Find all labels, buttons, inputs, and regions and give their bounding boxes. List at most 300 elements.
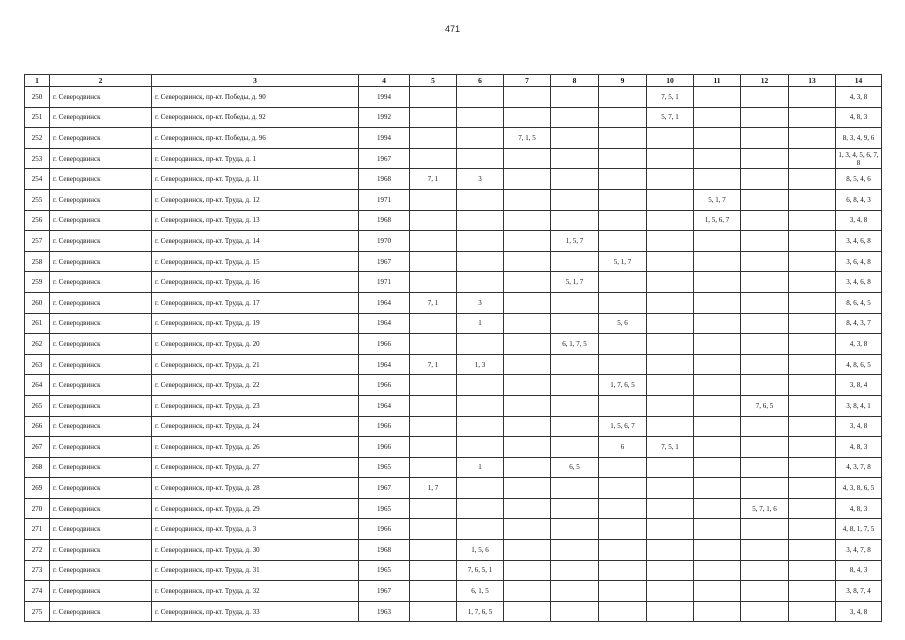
table-cell-col-9 [599, 107, 647, 128]
table-cell-col-3: г. Северодвинск, пр-кт. Труда, д. 12 [152, 189, 359, 210]
table-cell-col-1: 266 [25, 416, 50, 437]
table-cell-col-3: г. Северодвинск, пр-кт. Труда, д. 1 [152, 148, 359, 169]
table-cell-col-10: 7, 5, 1 [647, 437, 694, 458]
table-cell-col-5 [410, 540, 457, 561]
table-cell-col-1: 250 [25, 87, 50, 108]
table-cell-col-13 [789, 560, 836, 581]
table-cell-col-5 [410, 581, 457, 602]
table-cell-col-9 [599, 128, 647, 149]
table-cell-col-13 [789, 581, 836, 602]
table-cell-col-5 [410, 457, 457, 478]
table-cell-col-5: 7, 1 [410, 354, 457, 375]
table-cell-col-12 [741, 581, 789, 602]
table-cell-col-10 [647, 272, 694, 293]
table-row [25, 189, 882, 210]
table-cell-col-7 [504, 375, 551, 396]
table-cell-col-4: 1967 [359, 478, 410, 499]
table-cell-col-4: 1966 [359, 375, 410, 396]
table-cell-col-8 [551, 375, 599, 396]
table-cell-col-14: 3, 8, 4, 1 [836, 395, 882, 416]
table-cell-col-3: г. Северодвинск, пр-кт. Труда, д. 31 [152, 560, 359, 581]
table-row [25, 540, 882, 561]
table-cell-col-12 [741, 148, 789, 169]
table-cell-col-7 [504, 457, 551, 478]
table-cell-col-12 [741, 375, 789, 396]
table-cell-col-6: 1 [457, 313, 504, 334]
table-cell-col-2: г. Северодвинск [50, 107, 152, 128]
table-cell-col-9 [599, 498, 647, 519]
table-cell-col-5 [410, 272, 457, 293]
table-cell-col-10 [647, 354, 694, 375]
table-cell-col-2: г. Северодвинск [50, 581, 152, 602]
table-cell-col-11 [694, 272, 741, 293]
table-cell-col-9 [599, 87, 647, 108]
table-cell-col-7 [504, 601, 551, 622]
table-cell-col-7 [504, 540, 551, 561]
table-cell-col-7 [504, 313, 551, 334]
table-cell-col-1: 260 [25, 292, 50, 313]
table-cell-col-2: г. Северодвинск [50, 540, 152, 561]
table-row [25, 375, 882, 396]
table-cell-col-13 [789, 540, 836, 561]
table-cell-col-2: г. Северодвинск [50, 498, 152, 519]
table-row [25, 128, 882, 149]
table-cell-col-11 [694, 128, 741, 149]
table-cell-col-13 [789, 272, 836, 293]
table-cell-col-9 [599, 395, 647, 416]
table-cell-col-1: 271 [25, 519, 50, 540]
table-cell-col-9 [599, 189, 647, 210]
table-cell-col-10 [647, 231, 694, 252]
table-cell-col-4: 1966 [359, 416, 410, 437]
table-cell-col-14: 3, 4, 8 [836, 416, 882, 437]
table-cell-col-9 [599, 210, 647, 231]
table-cell-col-8 [551, 313, 599, 334]
table-cell-col-3: г. Северодвинск, пр-кт. Труда, д. 19 [152, 313, 359, 334]
table-cell-col-7 [504, 395, 551, 416]
table-cell-col-8 [551, 169, 599, 190]
table-cell-col-10 [647, 189, 694, 210]
table-cell-col-1: 259 [25, 272, 50, 293]
table-cell-col-9 [599, 519, 647, 540]
table-cell-col-1: 251 [25, 107, 50, 128]
table-cell-col-3: г. Северодвинск, пр-кт. Труда, д. 20 [152, 334, 359, 355]
table-row [25, 519, 882, 540]
table-cell-col-10 [647, 416, 694, 437]
table-cell-col-6 [457, 148, 504, 169]
column-header-4: 4 [359, 75, 410, 87]
table-cell-col-10 [647, 334, 694, 355]
table-body [25, 87, 882, 622]
table-cell-col-12 [741, 128, 789, 149]
table-cell-col-11 [694, 519, 741, 540]
table-cell-col-1: 264 [25, 375, 50, 396]
table-cell-col-12 [741, 478, 789, 499]
table-cell-col-6 [457, 334, 504, 355]
table-cell-col-9: 5, 6 [599, 313, 647, 334]
table-cell-col-12 [741, 313, 789, 334]
table-cell-col-4: 1967 [359, 581, 410, 602]
table-cell-col-11 [694, 251, 741, 272]
table-cell-col-1: 274 [25, 581, 50, 602]
table-cell-col-4: 1965 [359, 498, 410, 519]
table-cell-col-2: г. Северодвинск [50, 478, 152, 499]
table-cell-col-7 [504, 292, 551, 313]
table-row [25, 478, 882, 499]
table-cell-col-13 [789, 437, 836, 458]
table-cell-col-10 [647, 251, 694, 272]
table-row [25, 251, 882, 272]
table-row [25, 581, 882, 602]
table-cell-col-6 [457, 375, 504, 396]
table-cell-col-7 [504, 169, 551, 190]
table-row [25, 437, 882, 458]
table-cell-col-2: г. Северодвинск [50, 148, 152, 169]
table-cell-col-12 [741, 251, 789, 272]
table-cell-col-3: г. Северодвинск, пр-кт. Труда, д. 24 [152, 416, 359, 437]
table-cell-col-13 [789, 313, 836, 334]
table-cell-col-10 [647, 519, 694, 540]
table-cell-col-14: 8, 6, 4, 5 [836, 292, 882, 313]
table-cell-col-9 [599, 272, 647, 293]
table-cell-col-12 [741, 189, 789, 210]
table-cell-col-6 [457, 395, 504, 416]
table-cell-col-11 [694, 148, 741, 169]
table-cell-col-1: 268 [25, 457, 50, 478]
table-cell-col-10 [647, 478, 694, 499]
table-cell-col-11 [694, 313, 741, 334]
table-cell-col-1: 275 [25, 601, 50, 622]
table-cell-col-12 [741, 292, 789, 313]
table-cell-col-6 [457, 189, 504, 210]
table-cell-col-10 [647, 540, 694, 561]
table-cell-col-8 [551, 395, 599, 416]
table-cell-col-3: г. Северодвинск, пр-кт. Труда, д. 32 [152, 581, 359, 602]
table-cell-col-8: 6, 5 [551, 457, 599, 478]
table-cell-col-11 [694, 354, 741, 375]
table-cell-col-6: 6, 1, 5 [457, 581, 504, 602]
table-cell-col-4: 1967 [359, 251, 410, 272]
table-cell-col-11 [694, 437, 741, 458]
table-cell-col-13 [789, 478, 836, 499]
table-cell-col-12 [741, 334, 789, 355]
table-cell-col-3: г. Северодвинск, пр-кт. Труда, д. 26 [152, 437, 359, 458]
table-cell-col-6 [457, 498, 504, 519]
table-cell-col-8: 1, 5, 7 [551, 231, 599, 252]
table-cell-col-5 [410, 128, 457, 149]
table-cell-col-5 [410, 87, 457, 108]
table-cell-col-14: 3, 4, 6, 8 [836, 272, 882, 293]
table-cell-col-4: 1970 [359, 231, 410, 252]
table-row [25, 313, 882, 334]
table-cell-col-4: 1965 [359, 560, 410, 581]
table-row [25, 210, 882, 231]
table-cell-col-5 [410, 210, 457, 231]
table-cell-col-10 [647, 560, 694, 581]
table-cell-col-8 [551, 437, 599, 458]
table-cell-col-12 [741, 437, 789, 458]
table-row [25, 354, 882, 375]
table-cell-col-2: г. Северодвинск [50, 375, 152, 396]
table-cell-col-2: г. Северодвинск [50, 272, 152, 293]
table-cell-col-14: 4, 3, 7, 8 [836, 457, 882, 478]
table-cell-col-14: 4, 3, 8 [836, 87, 882, 108]
table-cell-col-4: 1968 [359, 169, 410, 190]
table-cell-col-8 [551, 498, 599, 519]
table-cell-col-11: 1, 5, 6, 7 [694, 210, 741, 231]
table-cell-col-9 [599, 334, 647, 355]
table-cell-col-3: г. Северодвинск, пр-кт. Труда, д. 11 [152, 169, 359, 190]
table-cell-col-14: 8, 4, 3 [836, 560, 882, 581]
table-cell-col-3: г. Северодвинск, пр-кт. Труда, д. 21 [152, 354, 359, 375]
table-cell-col-6: 1 [457, 457, 504, 478]
table-cell-col-3: г. Северодвинск, пр-кт. Труда, д. 33 [152, 601, 359, 622]
table-cell-col-12: 7, 6, 5 [741, 395, 789, 416]
table-cell-col-11 [694, 375, 741, 396]
table-cell-col-7 [504, 231, 551, 252]
table-cell-col-7 [504, 251, 551, 272]
table-cell-col-11 [694, 87, 741, 108]
table-cell-col-13 [789, 519, 836, 540]
table-cell-col-8 [551, 581, 599, 602]
table-cell-col-11 [694, 169, 741, 190]
table-cell-col-8 [551, 540, 599, 561]
table-row [25, 560, 882, 581]
table-cell-col-13 [789, 251, 836, 272]
table-cell-col-8 [551, 107, 599, 128]
table-cell-col-7 [504, 210, 551, 231]
table-cell-col-1: 256 [25, 210, 50, 231]
table-cell-col-3: г. Северодвинск, пр-кт. Труда, д. 3 [152, 519, 359, 540]
table-cell-col-5 [410, 231, 457, 252]
table-cell-col-8 [551, 560, 599, 581]
table-cell-col-8 [551, 251, 599, 272]
table-cell-col-6 [457, 478, 504, 499]
table-cell-col-7 [504, 416, 551, 437]
table-cell-col-5 [410, 437, 457, 458]
table-cell-col-3: г. Северодвинск, пр-кт. Победы, д. 90 [152, 87, 359, 108]
table-cell-col-8 [551, 519, 599, 540]
table-cell-col-14: 8, 5, 4, 6 [836, 169, 882, 190]
table-cell-col-5 [410, 334, 457, 355]
table-cell-col-3: г. Северодвинск, пр-кт. Труда, д. 16 [152, 272, 359, 293]
table-row [25, 498, 882, 519]
table-cell-col-12 [741, 169, 789, 190]
table-cell-col-5 [410, 313, 457, 334]
column-header-14: 14 [836, 75, 882, 87]
table-cell-col-6 [457, 437, 504, 458]
column-header-9: 9 [599, 75, 647, 87]
table-cell-col-13 [789, 210, 836, 231]
table-cell-col-6 [457, 87, 504, 108]
table-cell-col-7: 7, 1, 5 [504, 128, 551, 149]
table-cell-col-2: г. Северодвинск [50, 189, 152, 210]
table-cell-col-7 [504, 437, 551, 458]
table-cell-col-11 [694, 581, 741, 602]
table-cell-col-2: г. Северодвинск [50, 87, 152, 108]
table-cell-col-1: 272 [25, 540, 50, 561]
column-header-12: 12 [741, 75, 789, 87]
table-row [25, 457, 882, 478]
table-row [25, 395, 882, 416]
column-header-7: 7 [504, 75, 551, 87]
table-cell-col-10 [647, 210, 694, 231]
table-cell-col-11 [694, 457, 741, 478]
table-row [25, 169, 882, 190]
table-cell-col-2: г. Северодвинск [50, 169, 152, 190]
table-cell-col-12 [741, 210, 789, 231]
table-cell-col-5 [410, 560, 457, 581]
table-cell-col-9 [599, 560, 647, 581]
table-cell-col-2: г. Северодвинск [50, 519, 152, 540]
table-cell-col-11 [694, 416, 741, 437]
table-cell-col-5 [410, 251, 457, 272]
table-cell-col-8 [551, 354, 599, 375]
table-cell-col-12 [741, 540, 789, 561]
table-cell-col-9 [599, 478, 647, 499]
table-cell-col-10 [647, 498, 694, 519]
table-cell-col-6: 1, 5, 6 [457, 540, 504, 561]
table-cell-col-13 [789, 375, 836, 396]
table-cell-col-8 [551, 87, 599, 108]
table-cell-col-4: 1967 [359, 148, 410, 169]
table-cell-col-12 [741, 519, 789, 540]
table-cell-col-6 [457, 128, 504, 149]
table-cell-col-13 [789, 334, 836, 355]
table-cell-col-8: 5, 1, 7 [551, 272, 599, 293]
table-cell-col-1: 254 [25, 169, 50, 190]
table-cell-col-1: 273 [25, 560, 50, 581]
table-cell-col-8 [551, 210, 599, 231]
table-cell-col-7 [504, 272, 551, 293]
table-cell-col-7 [504, 519, 551, 540]
table-cell-col-12 [741, 354, 789, 375]
table-cell-col-13 [789, 169, 836, 190]
table-cell-col-13 [789, 395, 836, 416]
table-cell-col-11 [694, 107, 741, 128]
table-cell-col-8 [551, 292, 599, 313]
table-cell-col-11 [694, 601, 741, 622]
table-cell-col-14: 3, 4, 6, 8 [836, 231, 882, 252]
table-cell-col-6 [457, 272, 504, 293]
table-cell-col-6: 1, 7, 6, 5 [457, 601, 504, 622]
column-header-1: 1 [25, 75, 50, 87]
table-cell-col-12 [741, 272, 789, 293]
table-cell-col-5 [410, 416, 457, 437]
table-cell-col-7 [504, 560, 551, 581]
table-cell-col-13 [789, 189, 836, 210]
table-cell-col-13 [789, 416, 836, 437]
table-cell-col-8 [551, 478, 599, 499]
table-cell-col-9: 1, 5, 6, 7 [599, 416, 647, 437]
table-cell-col-10 [647, 128, 694, 149]
table-row [25, 334, 882, 355]
table-cell-col-7 [504, 87, 551, 108]
table-cell-col-1: 252 [25, 128, 50, 149]
table-cell-col-13 [789, 87, 836, 108]
table-cell-col-11 [694, 292, 741, 313]
table-cell-col-10: 5, 7, 1 [647, 107, 694, 128]
table-cell-col-1: 261 [25, 313, 50, 334]
table-cell-col-1: 265 [25, 395, 50, 416]
table-cell-col-5: 1, 7 [410, 478, 457, 499]
table-cell-col-14: 4, 3, 8, 6, 5 [836, 478, 882, 499]
table-cell-col-14: 4, 8, 3 [836, 437, 882, 458]
table-cell-col-2: г. Северодвинск [50, 457, 152, 478]
table-cell-col-14: 4, 8, 3 [836, 498, 882, 519]
table-cell-col-14: 8, 3, 4, 9, 6 [836, 128, 882, 149]
table-cell-col-7 [504, 478, 551, 499]
table-cell-col-2: г. Северодвинск [50, 231, 152, 252]
table-cell-col-3: г. Северодвинск, пр-кт. Труда, д. 27 [152, 457, 359, 478]
table-cell-col-9 [599, 292, 647, 313]
table-cell-col-12 [741, 107, 789, 128]
table-cell-col-1: 263 [25, 354, 50, 375]
table-cell-col-12 [741, 601, 789, 622]
table-row [25, 416, 882, 437]
table-cell-col-14: 8, 4, 3, 7 [836, 313, 882, 334]
table-cell-col-7 [504, 107, 551, 128]
table-cell-col-13 [789, 148, 836, 169]
table-cell-col-3: г. Северодвинск, пр-кт. Труда, д. 14 [152, 231, 359, 252]
table-cell-col-8 [551, 416, 599, 437]
page-number: 471 [444, 24, 461, 34]
table-cell-col-8 [551, 189, 599, 210]
table-row [25, 272, 882, 293]
column-header-2: 2 [50, 75, 152, 87]
table-cell-col-2: г. Северодвинск [50, 601, 152, 622]
table-cell-col-3: г. Северодвинск, пр-кт. Труда, д. 22 [152, 375, 359, 396]
table-cell-col-5 [410, 395, 457, 416]
table-cell-col-4: 1964 [359, 395, 410, 416]
table-cell-col-4: 1964 [359, 292, 410, 313]
table-cell-col-10 [647, 375, 694, 396]
column-header-3: 3 [152, 75, 359, 87]
table-cell-col-9: 1, 7, 6, 5 [599, 375, 647, 396]
table-row [25, 231, 882, 252]
table-cell-col-14: 6, 8, 4, 3 [836, 189, 882, 210]
table-cell-col-11 [694, 540, 741, 561]
table-cell-col-14: 3, 8, 4 [836, 375, 882, 396]
table-cell-col-4: 1966 [359, 519, 410, 540]
table-cell-col-3: г. Северодвинск, пр-кт. Победы, д. 96 [152, 128, 359, 149]
table-cell-col-13 [789, 354, 836, 375]
table-cell-col-4: 1966 [359, 437, 410, 458]
table-cell-col-14: 3, 4, 8 [836, 210, 882, 231]
table-cell-col-2: г. Северодвинск [50, 560, 152, 581]
table-cell-col-4: 1964 [359, 313, 410, 334]
table-cell-col-7 [504, 581, 551, 602]
table-cell-col-3: г. Северодвинск, пр-кт. Труда, д. 15 [152, 251, 359, 272]
table-cell-col-4: 1963 [359, 601, 410, 622]
table-cell-col-1: 269 [25, 478, 50, 499]
table-cell-col-5 [410, 519, 457, 540]
table-cell-col-11 [694, 395, 741, 416]
table-cell-col-1: 255 [25, 189, 50, 210]
table-cell-col-6 [457, 231, 504, 252]
table-cell-col-10 [647, 581, 694, 602]
table-cell-col-8 [551, 148, 599, 169]
table-cell-col-14: 4, 8, 1, 7, 5 [836, 519, 882, 540]
table-cell-col-14: 4, 8, 3 [836, 107, 882, 128]
table-cell-col-14: 3, 4, 7, 8 [836, 540, 882, 561]
table-cell-col-13 [789, 457, 836, 478]
table-cell-col-14: 3, 4, 8 [836, 601, 882, 622]
table-cell-col-13 [789, 128, 836, 149]
table-cell-col-9 [599, 148, 647, 169]
table-cell-col-2: г. Северодвинск [50, 354, 152, 375]
table-cell-col-4: 1971 [359, 189, 410, 210]
